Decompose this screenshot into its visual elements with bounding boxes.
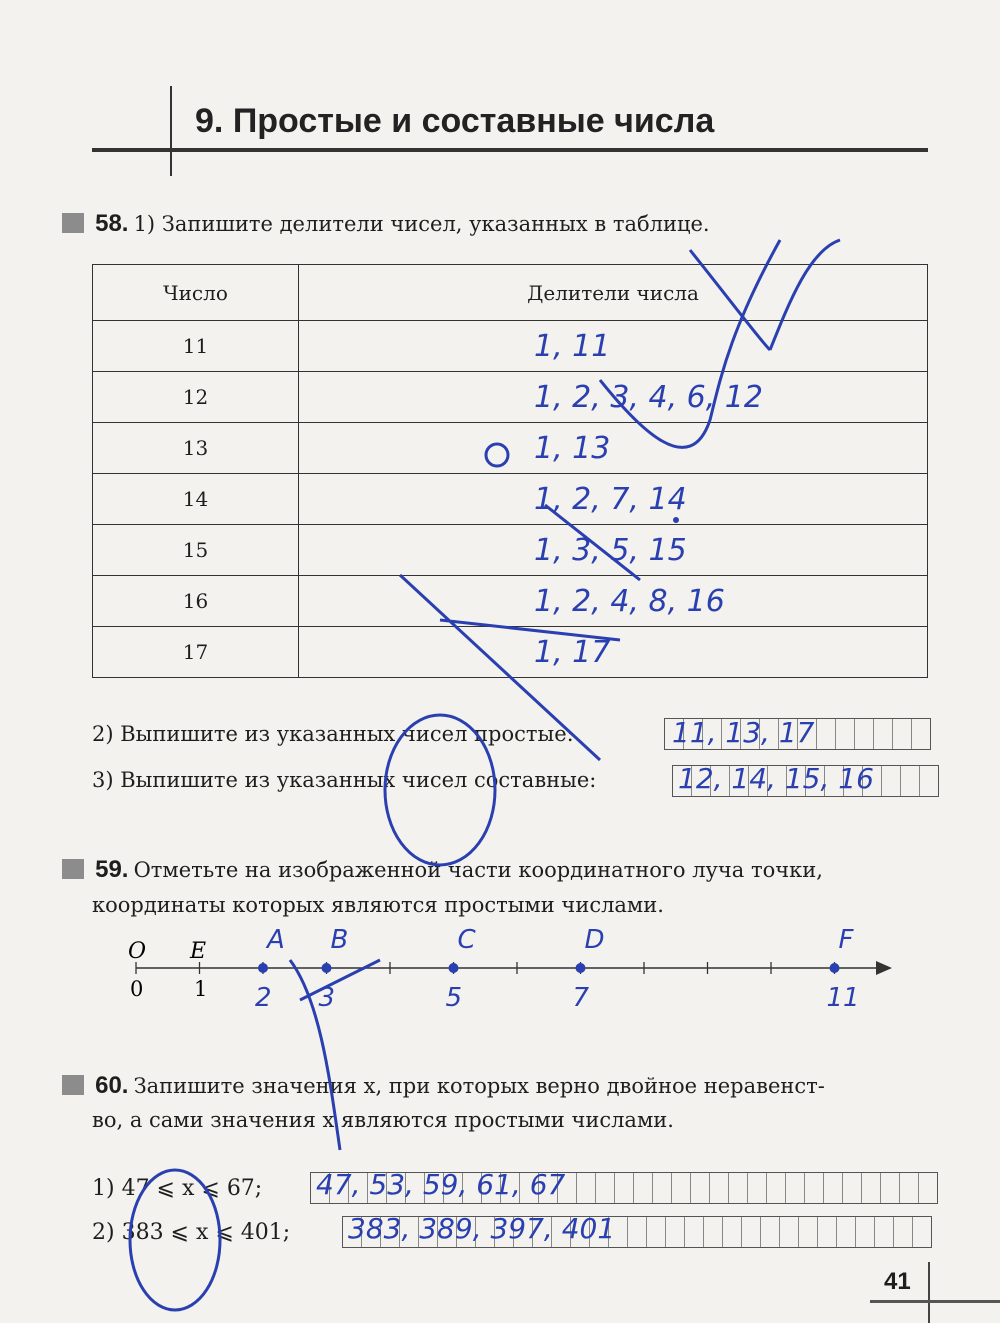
task-60-q1-inequality: 1) 47 ⩽ x ⩽ 67; (92, 1176, 263, 1201)
task-60-number: 60. (95, 1072, 129, 1099)
answer-composites: 12, 14, 15, 16 (678, 762, 874, 795)
task-59-text-line1: Отметьте на изображенной части координатного луча точки, (133, 858, 823, 882)
row-number: 15 (93, 525, 299, 576)
row-number: 13 (93, 423, 299, 474)
task-58-number: 58. (95, 210, 129, 237)
ray-point-value: 2 (255, 983, 272, 1013)
row-divisors: 1, 17 (299, 627, 928, 678)
row-divisors: 1, 13 (299, 423, 928, 474)
page-number: 41 (884, 1268, 911, 1295)
scribble-stroke (690, 240, 840, 350)
ray-point-value: 3 (318, 983, 336, 1013)
row-number: 12 (93, 372, 299, 423)
row-divisors: 1, 2, 3, 4, 6, 12 (299, 372, 928, 423)
scribble-stroke (600, 240, 780, 447)
ray-point-letter: D (584, 925, 605, 955)
answer-q2: 383, 389, 397, 401 (348, 1212, 616, 1245)
header-divisors: Делители числа (299, 265, 928, 321)
row-number: 16 (93, 576, 299, 627)
ray-point-value: 11 (826, 983, 860, 1013)
answer-primes: 11, 13, 17 (672, 716, 815, 749)
task-58-q3-text: 3) Выпишите из указанных чисел составные: (92, 768, 597, 792)
ray-point-letter: A (267, 925, 285, 955)
row-divisors: 1, 11 (299, 321, 928, 372)
row-number: 11 (93, 321, 299, 372)
header-number: Число (93, 265, 299, 321)
task-58-q2-text: 2) Выпишите из указанных чисел простые: (92, 722, 574, 746)
ray-point-value: 7 (572, 983, 590, 1013)
origin-label: O (128, 939, 147, 964)
scribble-stroke (385, 715, 495, 865)
row-divisors: 1, 3, 5, 15 (299, 525, 928, 576)
ray-point-letter: B (330, 925, 349, 955)
ray-point-letter: F (838, 925, 854, 955)
tick-label-0: 0 (130, 977, 144, 1001)
ray-point-letter: C (457, 925, 476, 955)
row-divisors: 1, 2, 7, 14 (299, 474, 928, 525)
section-number: 9. (195, 102, 224, 140)
section-title-text: Простые и составные числа (232, 102, 715, 140)
tick-label-1: 1 (194, 977, 208, 1001)
answer-q1: 47, 53, 59, 61, 67 (316, 1168, 566, 1201)
ray-point-value: 5 (445, 983, 463, 1013)
row-number: 17 (93, 627, 299, 678)
row-number: 14 (93, 474, 299, 525)
task-59-number: 59. (95, 856, 129, 883)
scribble-stroke (130, 1170, 220, 1310)
scribble-stroke (486, 444, 508, 466)
scribble-stroke (545, 505, 640, 580)
task-60-text-line2: во, а сами значения x являются простыми числами. (92, 1108, 674, 1132)
task-60-q2-inequality: 2) 383 ⩽ x ⩽ 401; (92, 1220, 291, 1245)
task-60-text-line1: Запишите значения x, при которых верно двойное неравенст- (133, 1074, 825, 1098)
task-58-text: 1) Запишите делители чисел, указанных в таблице. (133, 212, 710, 236)
scribble-stroke (400, 575, 620, 760)
row-divisors: 1, 2, 4, 8, 16 (299, 576, 928, 627)
scribble-dot (673, 517, 679, 523)
task-59-text-line2: координаты которых являются простыми числами. (92, 893, 664, 917)
unit-label: E (190, 939, 207, 964)
scribble-stroke (290, 960, 380, 1150)
